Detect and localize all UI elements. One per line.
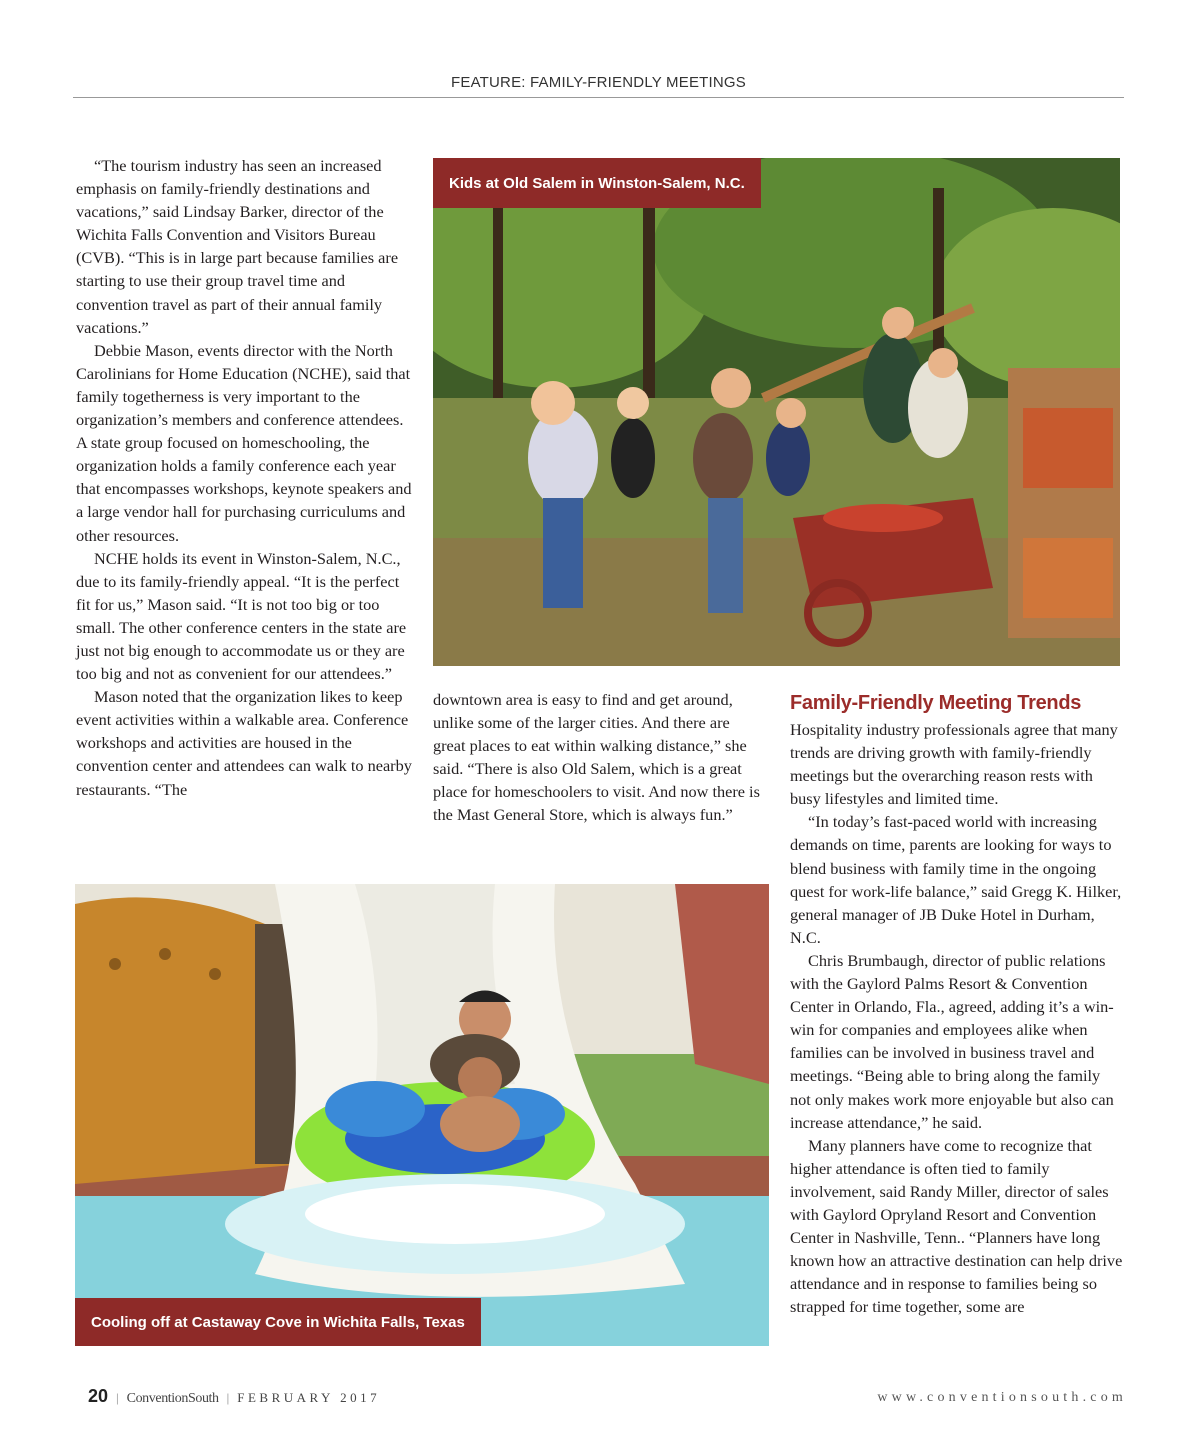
castaway-cove-photo (75, 884, 769, 1346)
article-paragraph: Mason noted that the organization likes to keep event activities within a walkable area. Conference workshops and activities are housed in the convention center and attendees can walk to nearby restaurants. “The (76, 687, 412, 799)
sidebar-title: Family-Friendly Meeting Trends (790, 692, 1082, 714)
sidebar-paragraph: Many planners have come to recognize that higher attendance is often tied to family involvement, said Randy Miller, director of sales with Gaylord Opryland Resort and Convention Center in Nashville, Tenn.. “Planners have long known how an attractive destination can help drive attendance and in response to families being so strapped for time together, some are (790, 1135, 1123, 1317)
article-column-1 (76, 154, 414, 801)
sidebar-body (790, 718, 1124, 1318)
footer-separator: | (116, 1390, 119, 1405)
article-paragraph: Debbie Mason, events director with the North Carolinians for Home Education (NCHE), said that family togetherness is very important to the organization’s members and conference attendees. A state group focused on homeschooling, the organization holds a family conference each year that encompasses workshops, keynote speakers and a large vendor hall for purchasing curriculums and other resources. (76, 340, 412, 545)
footer-left (88, 1386, 380, 1407)
sidebar-paragraph: Hospitality industry professionals agree that many trends are driving growth with family-friendly meetings but the overarching reason rests with busy lifestyles and limited time. (790, 720, 1118, 809)
publication-name: ConventionSouth (126, 1391, 219, 1406)
page-number: 20 (88, 1386, 109, 1406)
article-paragraph: NCHE holds its event in Winston-Salem, N.C., due to its family-friendly appeal. “It is the perfect fit for us,” Mason said. “It is not too big or too small. The other conference centers in the state are just not big enough to accommodate us or they are too big and not as convenient for our attendees.” (76, 548, 407, 684)
section-header: FEATURE: FAMILY-FRIENDLY MEETINGS (451, 74, 746, 91)
article-paragraph: “The tourism industry has seen an increased emphasis on family-friendly destinations and vacations,” said Lindsay Barker, director of the Wichita Falls Convention and Visitors Bureau (CVB). “This is in large part because families are starting to use their group travel time and convention travel as part of their annual family vacations.” (76, 156, 399, 337)
header-divider (73, 97, 1124, 98)
old-salem-photo (433, 158, 1120, 666)
article-paragraph: downtown area is easy to find and get around, unlike some of the larger cities. And there are great places to eat within walking distance,” she said. “There is also Old Salem, which is a great place for homeschoolers to visit. And now there is the Mast General Store, which is always fun.” (433, 690, 760, 825)
article-column-2 (433, 688, 763, 827)
sidebar-paragraph: Chris Brumbaugh, director of public relations with the Gaylord Palms Resort & Convention Center in Orlando, Fla., agreed, adding it’s a win-win for companies and employees alike when families can be involved in business travel and meetings. “Being able to bring along the family not only makes work more enjoyable but also can increase attendance,” he said. (790, 950, 1114, 1132)
issue-date: FEBRUARY 2017 (237, 1390, 381, 1405)
sidebar-paragraph: “In today’s fast-paced world with increasing demands on time, parents are looking for ways to blend business with family time in the ongoing quest for work-life balance,” said Gregg K. Hilker, general manager of JB Duke Hotel in Durham, N.C. (790, 812, 1122, 947)
castaway-cove-illustration (75, 884, 769, 1346)
footer-separator: | (226, 1390, 230, 1405)
website-url: www.conventionsouth.com (877, 1390, 1127, 1405)
castaway-cove-caption: Cooling off at Castaway Cove in Wichita Falls, Texas (75, 1298, 481, 1346)
old-salem-illustration (433, 158, 1120, 666)
old-salem-caption: Kids at Old Salem in Winston-Salem, N.C. (433, 158, 761, 208)
